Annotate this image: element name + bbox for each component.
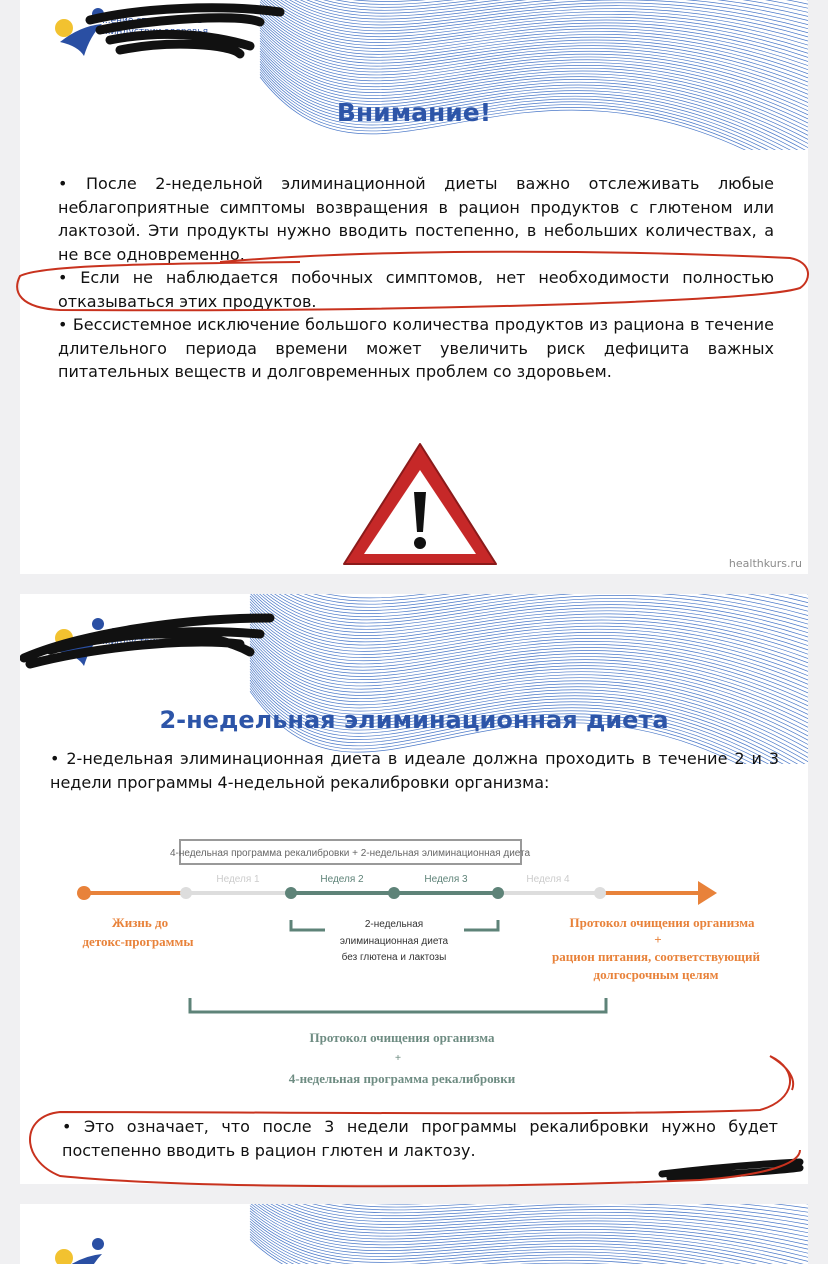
week-label: Неделя 2 [320,874,364,885]
right-label: Протокол очищения организма [569,915,755,930]
center-label: 2-недельная [364,919,424,930]
center-label: без глютена и лактозы [341,952,447,963]
right-label: долгосрочным целям [593,967,719,982]
warning-triangle-icon [340,440,500,570]
diagram-box-label: 4-недельная программа рекалибровки + 2-недельная элиминационная диета [169,848,531,859]
conclusion-text: • Это означает, что после 3 недели программы рекалибровки нужно будет постепенно вводить в рацион глютен и лактозу. [62,1117,778,1160]
slide-elimination-diet [20,594,808,1184]
week-label: Неделя 4 [526,874,570,885]
logo-figure-icon [50,1222,110,1264]
bottom-label: 4-недельная программа рекалибровки [288,1071,516,1086]
right-label: рацион питания, соответствующий [552,949,760,964]
arrow-head-icon [698,881,717,905]
logo-text: ...ение специалистов ...индустрии здоровья [102,626,209,647]
left-label: детокс-программы [82,934,194,949]
footer-url: healthkurs.ru [728,557,802,570]
bullet-list [58,172,774,384]
slide-attention [20,0,808,574]
logo-text: ...ение специалистов ...индустрии здоровья [102,16,209,37]
bottom-label: Протокол очищения организма [309,1030,495,1045]
redaction-scribble [20,0,320,70]
week-label: Неделя 3 [424,874,468,885]
bullet-item: • Бессистемное исключение большого количества продуктов из рациона в течение длительного периода времени может увеличить риск дефицита важных питательных веществ и долговременных проблем со здоровьем. [58,315,774,381]
center-label: элиминационная диета [339,936,449,947]
redaction-scribble [650,1154,808,1184]
bottom-label: + [394,1052,402,1064]
left-label: Жизнь до [111,915,169,930]
week-label: Неделя 1 [216,874,260,885]
page-title: 2-недельная элиминационная диета [159,706,669,734]
timeline-diagram [20,594,808,1184]
bullet-item: • После 2-недельной элиминационной диеты важно отслеживать любые неблагоприятные симптомы возвращения в рацион продуктов с глютеном или лактозой. Эти продукты нужно вводить постепенно, в небольших количествах, а не все одновременно. [58,174,774,264]
bullet-item: • 2-недельная элиминационная диета в идеале должна проходить в течение 2 и 3 недели программы 4-недельной рекалибровки организма: [50,749,779,792]
slide-next-partial [20,1204,808,1264]
right-label: + [654,932,662,947]
page-title: Внимание! [336,98,492,127]
bullet-item: • Если не наблюдается побочных симптомов, нет необходимости полностью отказываться этих продуктов. [58,268,774,311]
wave-decoration [20,1204,808,1264]
